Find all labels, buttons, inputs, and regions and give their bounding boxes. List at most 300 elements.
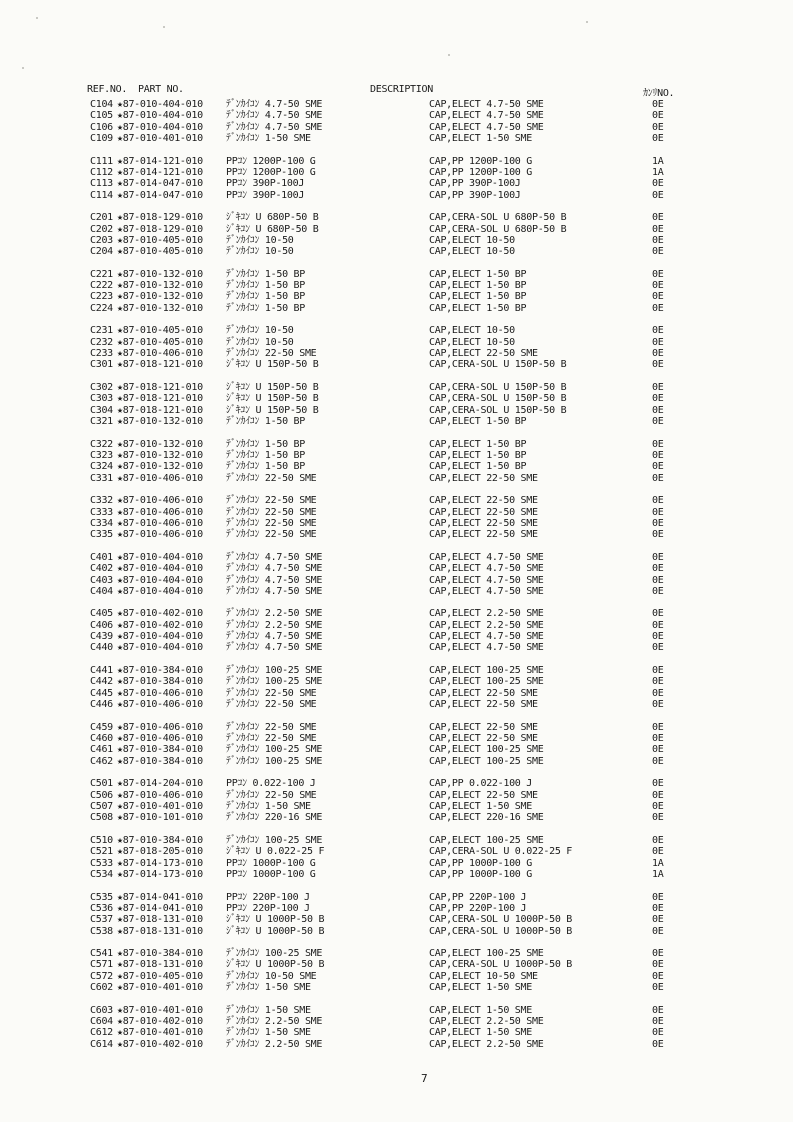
part-no-cell: ★87-010-404-010 (117, 585, 203, 597)
ref-no-cell: C109 (90, 132, 113, 144)
kanri-no-cell: 0E (652, 336, 664, 348)
description-cell: CAP,ELECT 1-50 BP (429, 416, 527, 428)
table-row (0, 99, 793, 110)
table-row (0, 190, 793, 201)
header-description: DESCRIPTION (370, 84, 433, 95)
description-cell: CAP,ELECT 1-50 BP (429, 302, 527, 314)
scan-speck (36, 17, 38, 19)
description-cell: CAP,ELECT 1-50 SME (429, 982, 532, 994)
table-row (0, 1016, 793, 1027)
description-cell: CAP,ELECT 22-50 SME (429, 495, 538, 507)
part-no-cell: ★87-010-132-010 (117, 438, 203, 450)
ref-no-cell: C404 (90, 585, 113, 597)
kanri-no-cell: 0E (652, 121, 664, 133)
description-cell: CAP,ELECT 100-25 SME (429, 665, 544, 677)
ref-no-cell: C304 (90, 404, 113, 416)
part-no-cell: ★87-010-384-010 (117, 948, 203, 960)
part-no-cell: ★87-010-402-010 (117, 608, 203, 620)
part-no-cell: ★87-014-121-010 (117, 155, 203, 167)
row-group (0, 948, 793, 993)
table-row (0, 529, 793, 540)
table-row (0, 246, 793, 257)
part-no-cell: ★87-010-406-010 (117, 789, 203, 801)
part-no-cell: ★87-014-121-010 (117, 166, 203, 178)
kanri-no-cell: 0E (652, 982, 664, 994)
description-cell: CAP,ELECT 1-50 SME (429, 800, 532, 812)
jp-desc-cell: ﾃﾞﾝｶｲｺﾝ 100-25 SME (226, 755, 323, 767)
table-row (0, 122, 793, 133)
part-no-cell: ★87-010-405-010 (117, 234, 203, 246)
description-cell: CAP,ELECT 2.2-50 SME (429, 1038, 544, 1050)
row-group (0, 325, 793, 370)
table-row (0, 722, 793, 733)
kanri-no-cell: 1A (652, 857, 664, 869)
description-cell: CAP,ELECT 2.2-50 SME (429, 619, 544, 631)
kanri-no-cell: 0E (652, 733, 664, 745)
scan-speck (163, 26, 165, 28)
ref-no-cell: C510 (90, 834, 113, 846)
part-no-cell: ★87-014-047-010 (117, 189, 203, 201)
jp-desc-cell: ﾃﾞﾝｶｲｺﾝ 4.7-50 SME (226, 551, 323, 563)
kanri-no-cell: 0E (652, 948, 664, 960)
description-cell: CAP,ELECT 1-50 BP (429, 291, 527, 303)
table-row (0, 178, 793, 189)
part-no-cell: ★87-010-401-010 (117, 800, 203, 812)
description-cell: CAP,ELECT 2.2-50 SME (429, 1016, 544, 1028)
kanri-no-cell: 0E (652, 925, 664, 937)
table-row (0, 575, 793, 586)
ref-no-cell: C405 (90, 608, 113, 620)
scan-speck (448, 54, 450, 56)
description-cell: CAP,ELECT 4.7-50 SME (429, 99, 544, 110)
jp-desc-cell: ﾃﾞﾝｶｲｺﾝ 10-50 (226, 234, 294, 246)
part-no-cell: ★87-014-173-010 (117, 868, 203, 880)
table-row (0, 133, 793, 144)
table-row (0, 608, 793, 619)
header-ref-no: REF.NO. (87, 84, 128, 95)
table-row (0, 744, 793, 755)
jp-desc-cell: ﾃﾞﾝｶｲｺﾝ 4.7-50 SME (226, 563, 323, 575)
kanri-no-cell: 0E (652, 495, 664, 507)
ref-no-cell: C442 (90, 676, 113, 688)
table-row (0, 959, 793, 970)
jp-desc-cell: ﾃﾞﾝｶｲｺﾝ 1-50 BP (226, 291, 305, 303)
jp-desc-cell: ﾃﾞﾝｶｲｺﾝ 1-50 SME (226, 132, 311, 144)
ref-no-cell: C335 (90, 529, 113, 541)
table-row (0, 507, 793, 518)
kanri-no-cell: 0E (652, 721, 664, 733)
jp-desc-cell: ﾃﾞﾝｶｲｺﾝ 4.7-50 SME (226, 574, 323, 586)
table-row (0, 303, 793, 314)
ref-no-cell: C614 (90, 1038, 113, 1050)
kanri-no-cell: 0E (652, 99, 664, 110)
part-no-cell: ★87-010-404-010 (117, 110, 203, 122)
row-group (0, 439, 793, 484)
ref-no-cell: C445 (90, 687, 113, 699)
kanri-no-cell: 0E (652, 744, 664, 756)
page-number: 7 (421, 1072, 428, 1085)
description-cell: CAP,ELECT 1-50 BP (429, 280, 527, 292)
description-cell: CAP,ELECT 2.2-50 SME (429, 608, 544, 620)
kanri-no-cell: 0E (652, 800, 664, 812)
ref-no-cell: C537 (90, 914, 113, 926)
table-row (0, 892, 793, 903)
row-group (0, 608, 793, 653)
ref-no-cell: C231 (90, 325, 113, 337)
jp-desc-cell: ｼﾞｷｺﾝ U 150P-50 B (226, 359, 319, 371)
jp-desc-cell: ﾃﾞﾝｶｲｺﾝ 1-50 BP (226, 280, 305, 292)
part-no-cell: ★87-018-121-010 (117, 404, 203, 416)
jp-desc-cell: ﾃﾞﾝｶｲｺﾝ 10-50 SME (226, 970, 317, 982)
description-cell: CAP,ELECT 1-50 SME (429, 132, 532, 144)
kanri-no-cell: 0E (652, 472, 664, 484)
ref-no-cell: C460 (90, 733, 113, 745)
kanri-no-cell: 0E (652, 812, 664, 824)
jp-desc-cell: ﾃﾞﾝｶｲｺﾝ 100-25 SME (226, 834, 323, 846)
table-row (0, 790, 793, 801)
description-cell: CAP,ELECT 22-50 SME (429, 789, 538, 801)
table-row (0, 778, 793, 789)
part-no-cell: ★87-014-204-010 (117, 778, 203, 790)
table-row (0, 756, 793, 767)
table-row (0, 586, 793, 597)
ref-no-cell: C322 (90, 438, 113, 450)
jp-desc-cell: ﾃﾞﾝｶｲｺﾝ 22-50 SME (226, 495, 317, 507)
jp-desc-cell: ﾃﾞﾝｶｲｺﾝ 2.2-50 SME (226, 1016, 323, 1028)
table-row (0, 291, 793, 302)
ref-no-cell: C104 (90, 99, 113, 110)
kanri-no-cell: 0E (652, 902, 664, 914)
table-row (0, 982, 793, 993)
row-group (0, 269, 793, 314)
part-no-cell: ★87-010-402-010 (117, 1038, 203, 1050)
kanri-no-cell: 0E (652, 404, 664, 416)
ref-no-cell: C461 (90, 744, 113, 756)
table-row (0, 699, 793, 710)
part-no-cell: ★87-010-406-010 (117, 529, 203, 541)
description-cell: CAP,ELECT 4.7-50 SME (429, 563, 544, 575)
kanri-no-cell: 0E (652, 416, 664, 428)
jp-desc-cell: ﾃﾞﾝｶｲｺﾝ 1-50 BP (226, 438, 305, 450)
table-row (0, 450, 793, 461)
jp-desc-cell: PPｺﾝ 1200P-100 G (226, 155, 316, 167)
table-row (0, 620, 793, 631)
jp-desc-cell: ｼﾞｷｺﾝ U 150P-50 B (226, 393, 319, 405)
row-group (0, 835, 793, 880)
part-no-cell: ★87-014-041-010 (117, 902, 203, 914)
ref-no-cell: C572 (90, 970, 113, 982)
kanri-no-cell: 0E (652, 325, 664, 337)
part-no-cell: ★87-010-384-010 (117, 834, 203, 846)
description-cell: CAP,ELECT 10-50 (429, 246, 515, 258)
table-row (0, 393, 793, 404)
part-no-cell: ★87-010-404-010 (117, 121, 203, 133)
row-group (0, 892, 793, 937)
table-row (0, 1039, 793, 1050)
jp-desc-cell: ﾃﾞﾝｶｲｺﾝ 22-50 SME (226, 517, 317, 529)
description-cell: CAP,PP 390P-100J (429, 189, 521, 201)
kanri-no-cell: 0E (652, 348, 664, 360)
jp-desc-cell: PPｺﾝ 390P-100J (226, 189, 305, 201)
jp-desc-cell: ﾃﾞﾝｶｲｺﾝ 1-50 BP (226, 268, 305, 280)
jp-desc-cell: ﾃﾞﾝｶｲｺﾝ 22-50 SME (226, 699, 317, 711)
description-cell: CAP,ELECT 22-50 SME (429, 348, 538, 360)
kanri-no-cell: 0E (652, 619, 664, 631)
table-row (0, 688, 793, 699)
row-group (0, 382, 793, 427)
table-row (0, 948, 793, 959)
part-no-cell: ★87-018-121-010 (117, 382, 203, 394)
table-row (0, 359, 793, 370)
part-no-cell: ★87-010-405-010 (117, 970, 203, 982)
ref-no-cell: C233 (90, 348, 113, 360)
kanri-no-cell: 0E (652, 189, 664, 201)
ref-no-cell: C604 (90, 1016, 113, 1028)
kanri-no-cell: 0E (652, 438, 664, 450)
header-part-no: PART NO. (138, 84, 184, 95)
part-no-cell: ★87-018-129-010 (117, 212, 203, 224)
table-row (0, 518, 793, 529)
ref-no-cell: C202 (90, 223, 113, 235)
ref-no-cell: C602 (90, 982, 113, 994)
description-cell: CAP,PP 1000P-100 G (429, 857, 532, 869)
jp-desc-cell: ﾃﾞﾝｶｲｺﾝ 22-50 SME (226, 506, 317, 518)
jp-desc-cell: PPｺﾝ 1200P-100 G (226, 166, 316, 178)
kanri-no-cell: 0E (652, 551, 664, 563)
row-group (0, 495, 793, 540)
part-no-cell: ★87-010-406-010 (117, 348, 203, 360)
description-cell: CAP,ELECT 1-50 BP (429, 438, 527, 450)
description-cell: CAP,PP 1200P-100 G (429, 166, 532, 178)
description-cell: CAP,PP 1200P-100 G (429, 155, 532, 167)
kanri-no-cell: 0E (652, 631, 664, 643)
ref-no-cell: C439 (90, 631, 113, 643)
ref-no-cell: C112 (90, 166, 113, 178)
part-no-cell: ★87-014-047-010 (117, 178, 203, 190)
part-no-cell: ★87-010-404-010 (117, 563, 203, 575)
kanri-no-cell: 0E (652, 382, 664, 394)
kanri-no-cell: 0E (652, 891, 664, 903)
part-no-cell: ★87-010-384-010 (117, 744, 203, 756)
table-row (0, 1027, 793, 1038)
ref-no-cell: C324 (90, 461, 113, 473)
kanri-no-cell: 0E (652, 834, 664, 846)
jp-desc-cell: ﾃﾞﾝｶｲｺﾝ 1-50 BP (226, 416, 305, 428)
kanri-no-cell: 0E (652, 642, 664, 654)
kanri-no-cell: 0E (652, 506, 664, 518)
description-cell: CAP,ELECT 100-25 SME (429, 755, 544, 767)
part-no-cell: ★87-018-131-010 (117, 959, 203, 971)
jp-desc-cell: ｼﾞｷｺﾝ U 1000P-50 B (226, 959, 325, 971)
kanri-no-cell: 0E (652, 699, 664, 711)
kanri-no-cell: 0E (652, 110, 664, 122)
kanri-no-cell: 0E (652, 359, 664, 371)
jp-desc-cell: ｼﾞｷｺﾝ U 150P-50 B (226, 382, 319, 394)
row-group (0, 1005, 793, 1050)
part-no-cell: ★87-010-404-010 (117, 642, 203, 654)
table-row (0, 869, 793, 880)
row-group (0, 156, 793, 201)
part-no-cell: ★87-010-406-010 (117, 699, 203, 711)
kanri-no-cell: 0E (652, 778, 664, 790)
ref-no-cell: C334 (90, 517, 113, 529)
table-row (0, 846, 793, 857)
kanri-no-cell: 0E (652, 665, 664, 677)
ref-no-cell: C232 (90, 336, 113, 348)
kanri-no-cell: 0E (652, 302, 664, 314)
description-cell: CAP,PP 0.022-100 J (429, 778, 532, 790)
jp-desc-cell: ﾃﾞﾝｶｲｺﾝ 22-50 SME (226, 789, 317, 801)
kanri-no-cell: 0E (652, 132, 664, 144)
table-row (0, 461, 793, 472)
jp-desc-cell: PPｺﾝ 220P-100 J (226, 902, 310, 914)
jp-desc-cell: ﾃﾞﾝｶｲｺﾝ 4.7-50 SME (226, 110, 323, 122)
ref-no-cell: C535 (90, 891, 113, 903)
ref-no-cell: C303 (90, 393, 113, 405)
kanri-no-cell: 0E (652, 461, 664, 473)
description-cell: CAP,ELECT 22-50 SME (429, 472, 538, 484)
description-cell: CAP,ELECT 4.7-50 SME (429, 642, 544, 654)
ref-no-cell: C203 (90, 234, 113, 246)
part-no-cell: ★87-010-132-010 (117, 416, 203, 428)
description-cell: CAP,ELECT 4.7-50 SME (429, 551, 544, 563)
part-no-cell: ★87-010-404-010 (117, 631, 203, 643)
part-no-cell: ★87-010-406-010 (117, 472, 203, 484)
kanri-no-cell: 0E (652, 529, 664, 541)
jp-desc-cell: ﾃﾞﾝｶｲｺﾝ 4.7-50 SME (226, 585, 323, 597)
description-cell: CAP,ELECT 1-50 BP (429, 461, 527, 473)
part-no-cell: ★87-010-132-010 (117, 291, 203, 303)
part-no-cell: ★87-010-384-010 (117, 665, 203, 677)
ref-no-cell: C302 (90, 382, 113, 394)
part-no-cell: ★87-010-406-010 (117, 687, 203, 699)
jp-desc-cell: ﾃﾞﾝｶｲｺﾝ 2.2-50 SME (226, 619, 323, 631)
kanri-no-cell: 0E (652, 234, 664, 246)
description-cell: CAP,CERA-SOL U 1000P-50 B (429, 959, 573, 971)
description-cell: CAP,PP 220P-100 J (429, 891, 527, 903)
part-no-cell: ★87-010-132-010 (117, 461, 203, 473)
ref-no-cell: C221 (90, 268, 113, 280)
part-no-cell: ★87-018-205-010 (117, 846, 203, 858)
table-row (0, 325, 793, 336)
ref-no-cell: C538 (90, 925, 113, 937)
part-no-cell: ★87-010-405-010 (117, 246, 203, 258)
kanri-no-cell: 0E (652, 687, 664, 699)
table-row (0, 439, 793, 450)
jp-desc-cell: ﾃﾞﾝｶｲｺﾝ 22-50 SME (226, 529, 317, 541)
description-cell: CAP,ELECT 10-50 (429, 325, 515, 337)
jp-desc-cell: ﾃﾞﾝｶｲｺﾝ 22-50 SME (226, 733, 317, 745)
jp-desc-cell: ﾃﾞﾝｶｲｺﾝ 100-25 SME (226, 744, 323, 756)
row-group (0, 212, 793, 257)
kanri-no-cell: 0E (652, 563, 664, 575)
part-no-cell: ★87-010-406-010 (117, 517, 203, 529)
table-row (0, 405, 793, 416)
part-no-cell: ★87-010-401-010 (117, 132, 203, 144)
row-group (0, 99, 793, 144)
ref-no-cell: C508 (90, 812, 113, 824)
jp-desc-cell: ﾃﾞﾝｶｲｺﾝ 10-50 (226, 325, 294, 337)
description-cell: CAP,ELECT 4.7-50 SME (429, 574, 544, 586)
kanri-no-cell: 0E (652, 223, 664, 235)
jp-desc-cell: ﾃﾞﾝｶｲｺﾝ 100-25 SME (226, 676, 323, 688)
table-row (0, 631, 793, 642)
part-no-cell: ★87-010-405-010 (117, 325, 203, 337)
kanri-no-cell: 0E (652, 846, 664, 858)
description-cell: CAP,ELECT 4.7-50 SME (429, 631, 544, 643)
jp-desc-cell: ﾃﾞﾝｶｲｺﾝ 4.7-50 SME (226, 642, 323, 654)
table-row (0, 642, 793, 653)
ref-no-cell: C323 (90, 449, 113, 461)
jp-desc-cell: ﾃﾞﾝｶｲｺﾝ 2.2-50 SME (226, 1038, 323, 1050)
header-kanri-no: ｶﾝﾘNO. (643, 88, 675, 99)
part-no-cell: ★87-018-131-010 (117, 925, 203, 937)
ref-no-cell: C301 (90, 359, 113, 371)
description-cell: CAP,CERA-SOL U 680P-50 B (429, 212, 567, 224)
description-cell: CAP,PP 1000P-100 G (429, 868, 532, 880)
description-cell: CAP,ELECT 1-50 BP (429, 268, 527, 280)
ref-no-cell: C401 (90, 551, 113, 563)
kanri-no-cell: 0E (652, 970, 664, 982)
part-no-cell: ★87-014-041-010 (117, 891, 203, 903)
description-cell: CAP,ELECT 100-25 SME (429, 948, 544, 960)
table-row (0, 914, 793, 925)
jp-desc-cell: ﾃﾞﾝｶｲｺﾝ 100-25 SME (226, 665, 323, 677)
ref-no-cell: C332 (90, 495, 113, 507)
ref-no-cell: C612 (90, 1027, 113, 1039)
kanri-no-cell: 0E (652, 393, 664, 405)
description-cell: CAP,CERA-SOL U 150P-50 B (429, 382, 567, 394)
part-no-cell: ★87-010-401-010 (117, 982, 203, 994)
table-row (0, 971, 793, 982)
part-no-cell: ★87-010-404-010 (117, 99, 203, 110)
scan-speck (22, 67, 24, 69)
ref-no-cell: C201 (90, 212, 113, 224)
jp-desc-cell: PPｺﾝ 220P-100 J (226, 891, 310, 903)
kanri-no-cell: 0E (652, 755, 664, 767)
row-group (0, 552, 793, 597)
description-cell: CAP,ELECT 1-50 SME (429, 1027, 532, 1039)
table-row (0, 903, 793, 914)
description-cell: CAP,ELECT 100-25 SME (429, 834, 544, 846)
kanri-no-cell: 0E (652, 178, 664, 190)
jp-desc-cell: ｼﾞｷｺﾝ U 680P-50 B (226, 212, 319, 224)
kanri-no-cell: 0E (652, 1038, 664, 1050)
table-row (0, 280, 793, 291)
jp-desc-cell: ﾃﾞﾝｶｲｺﾝ 2.2-50 SME (226, 608, 323, 620)
description-cell: CAP,CERA-SOL U 0.022-25 F (429, 846, 573, 858)
table-row (0, 926, 793, 937)
table-row (0, 858, 793, 869)
jp-desc-cell: ﾃﾞﾝｶｲｺﾝ 1-50 BP (226, 461, 305, 473)
jp-desc-cell: ﾃﾞﾝｶｲｺﾝ 22-50 SME (226, 687, 317, 699)
ref-no-cell: C441 (90, 665, 113, 677)
part-no-cell: ★87-010-132-010 (117, 280, 203, 292)
table-row (0, 269, 793, 280)
kanri-no-cell: 0E (652, 574, 664, 586)
ref-no-cell: C331 (90, 472, 113, 484)
table-row (0, 835, 793, 846)
part-no-cell: ★87-010-401-010 (117, 1004, 203, 1016)
table-row (0, 167, 793, 178)
kanri-no-cell: 0E (652, 1027, 664, 1039)
description-cell: CAP,CERA-SOL U 150P-50 B (429, 404, 567, 416)
table-row (0, 801, 793, 812)
ref-no-cell: C446 (90, 699, 113, 711)
ref-no-cell: C402 (90, 563, 113, 575)
jp-desc-cell: ﾃﾞﾝｶｲｺﾝ 1-50 BP (226, 302, 305, 314)
ref-no-cell: C204 (90, 246, 113, 258)
